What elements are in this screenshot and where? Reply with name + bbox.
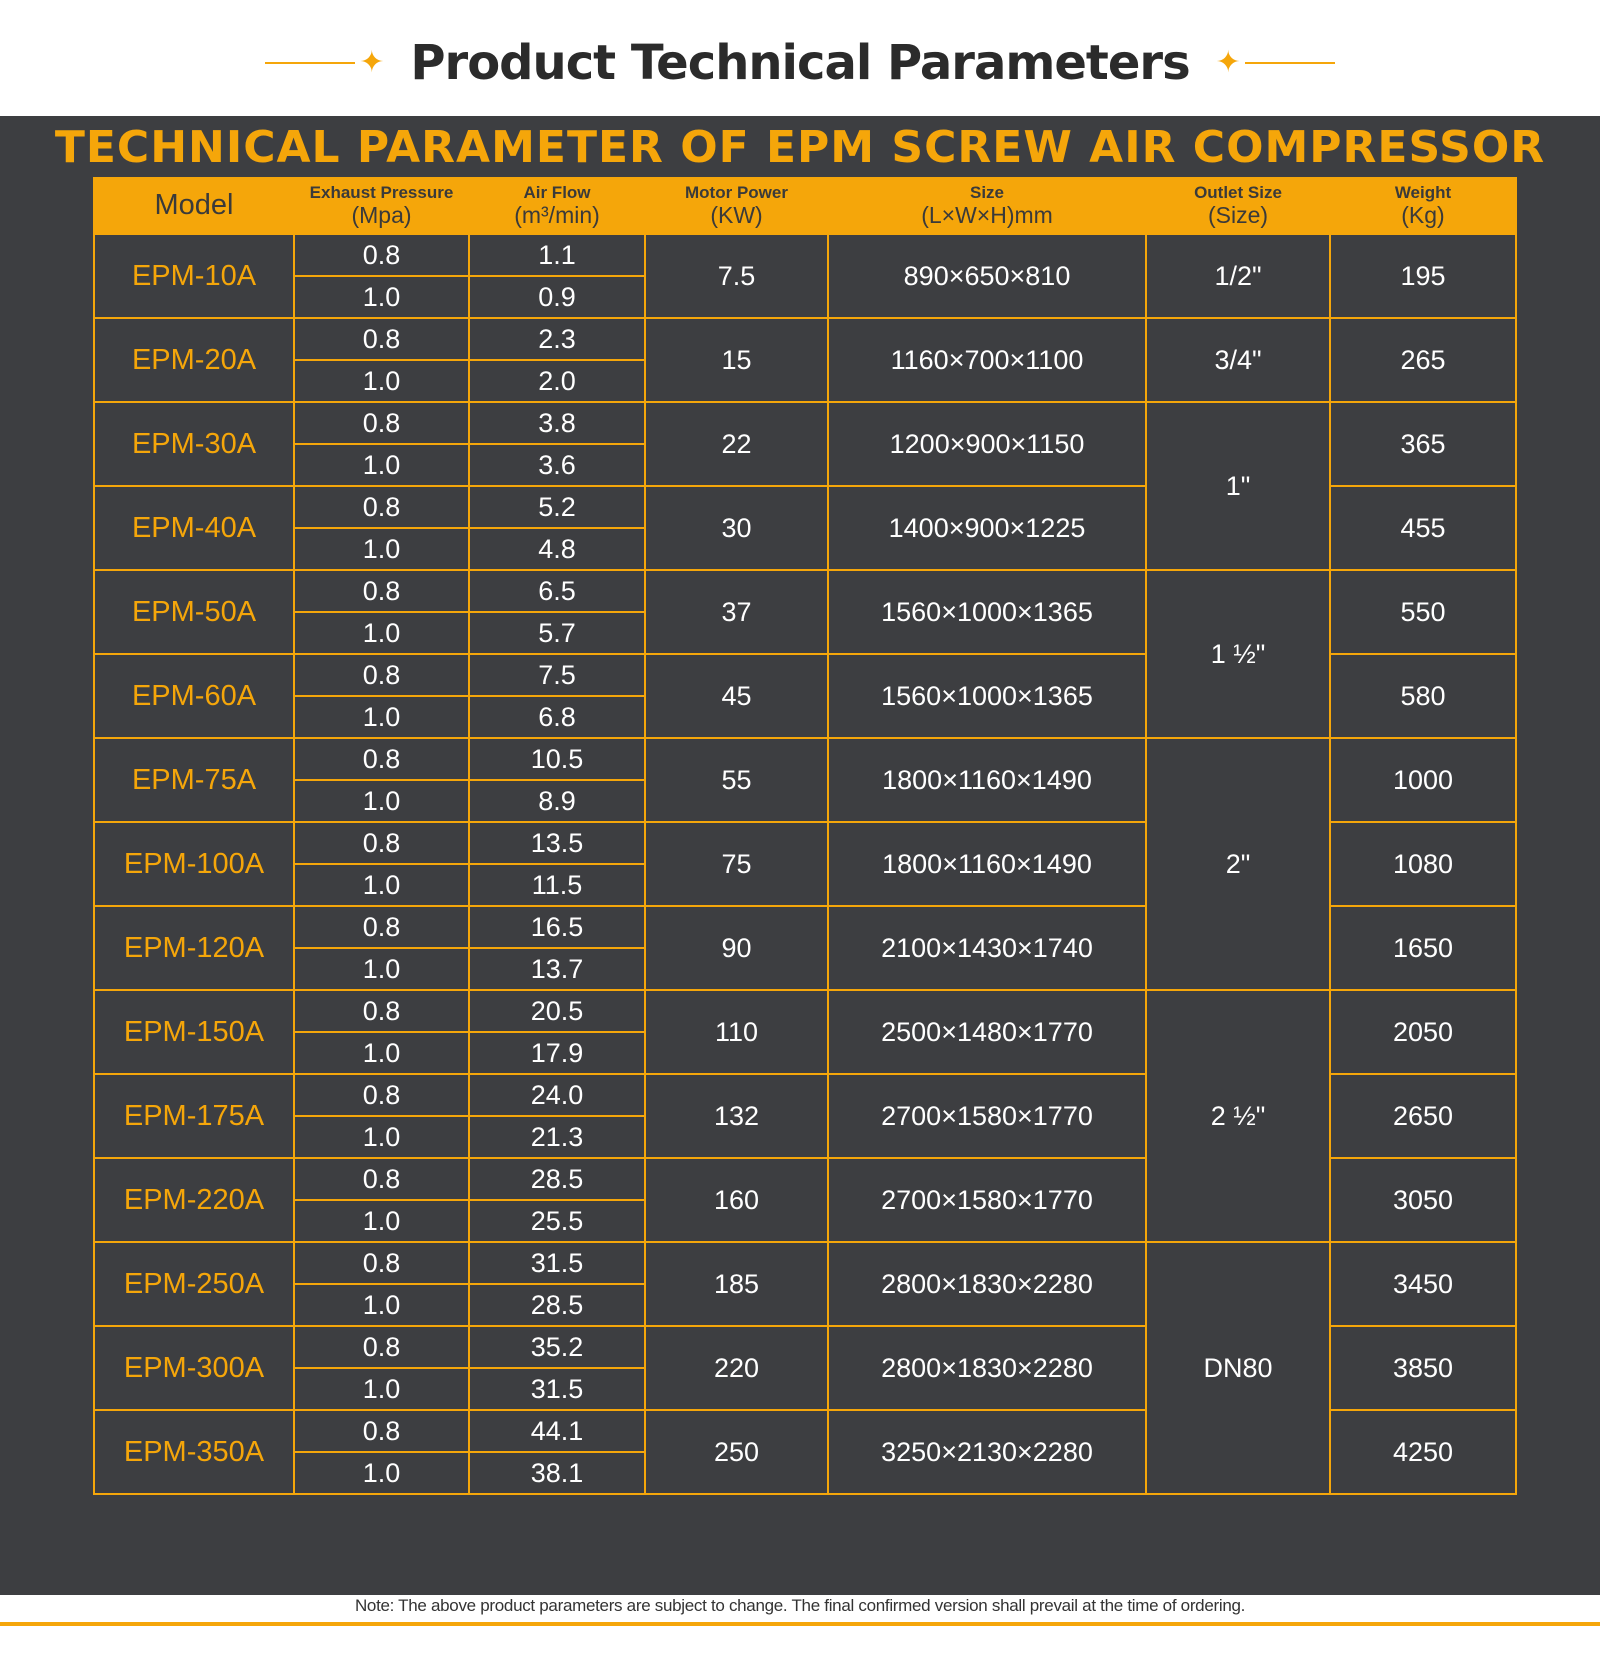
pressure-cell: 1.0: [294, 360, 469, 402]
pressure-cell: 0.8: [294, 234, 469, 276]
column-header-exhaust-pressure: [294, 178, 469, 234]
size-cell: 1160×700×1100: [828, 318, 1146, 402]
model-cell: EPM-150A: [94, 990, 294, 1074]
size-cell: 2700×1580×1770: [828, 1158, 1146, 1242]
column-header-unit: (Kg): [1401, 201, 1445, 228]
air-flow-cell: 6.8: [469, 696, 645, 738]
left-decoration: [265, 48, 388, 78]
model-cell: EPM-40A: [94, 486, 294, 570]
size-cell: 3250×2130×2280: [828, 1410, 1146, 1494]
air-flow-cell: 28.5: [469, 1158, 645, 1200]
bottom-accent-line: [0, 1622, 1600, 1626]
air-flow-cell: 21.3: [469, 1116, 645, 1158]
column-header-label: Outlet Size: [1194, 183, 1282, 202]
air-flow-cell: 2.0: [469, 360, 645, 402]
column-header-label: Air Flow: [523, 183, 591, 202]
motor-power-cell: 75: [645, 822, 828, 906]
right-decoration: [1212, 48, 1335, 78]
model-cell: EPM-250A: [94, 1242, 294, 1326]
weight-cell: 1650: [1330, 906, 1516, 990]
weight-cell: 265: [1330, 318, 1516, 402]
motor-power-cell: 7.5: [645, 234, 828, 318]
column-header-label: Size: [969, 183, 1005, 202]
pressure-cell: 0.8: [294, 570, 469, 612]
motor-power-cell: 250: [645, 1410, 828, 1494]
table-row: [94, 570, 1516, 612]
size-cell: 2800×1830×2280: [828, 1326, 1146, 1410]
size-cell: 1800×1160×1490: [828, 738, 1146, 822]
pressure-cell: 0.8: [294, 990, 469, 1032]
outlet-size-cell: 1": [1146, 402, 1330, 570]
air-flow-cell: 24.0: [469, 1074, 645, 1116]
air-flow-cell: 31.5: [469, 1368, 645, 1410]
motor-power-cell: 110: [645, 990, 828, 1074]
model-cell: EPM-120A: [94, 906, 294, 990]
pressure-cell: 0.8: [294, 402, 469, 444]
air-flow-cell: 11.5: [469, 864, 645, 906]
air-flow-cell: 1.1: [469, 234, 645, 276]
air-flow-cell: 35.2: [469, 1326, 645, 1368]
model-cell: EPM-50A: [94, 570, 294, 654]
table-row: [94, 738, 1516, 780]
motor-power-cell: 55: [645, 738, 828, 822]
motor-power-cell: 15: [645, 318, 828, 402]
page-title: Product Technical Parameters: [410, 35, 1190, 91]
sparkle-icon: ✦: [1215, 46, 1241, 79]
outlet-size-cell: DN80: [1146, 1242, 1330, 1494]
outlet-size-cell: 2 ½": [1146, 990, 1330, 1242]
model-cell: EPM-175A: [94, 1074, 294, 1158]
model-cell: EPM-220A: [94, 1158, 294, 1242]
air-flow-cell: 20.5: [469, 990, 645, 1032]
column-header-outlet-size: [1146, 178, 1330, 234]
weight-cell: 3050: [1330, 1158, 1516, 1242]
weight-cell: 3450: [1330, 1242, 1516, 1326]
pressure-cell: 1.0: [294, 1032, 469, 1074]
column-header-unit: (Mpa): [351, 201, 412, 228]
size-cell: 2100×1430×1740: [828, 906, 1146, 990]
outlet-size-cell: 2": [1146, 738, 1330, 990]
pressure-cell: 0.8: [294, 1074, 469, 1116]
weight-cell: 4250: [1330, 1410, 1516, 1494]
header-title-group: [0, 28, 1600, 98]
column-header-unit: (m³/min): [514, 201, 600, 228]
air-flow-cell: 0.9: [469, 276, 645, 318]
pressure-cell: 1.0: [294, 864, 469, 906]
model-cell: EPM-75A: [94, 738, 294, 822]
table-row: [94, 402, 1516, 444]
panel-title: TECHNICAL PARAMETER OF EPM SCREW AIR COMPRESSOR: [54, 122, 1546, 173]
pressure-cell: 0.8: [294, 654, 469, 696]
motor-power-cell: 185: [645, 1242, 828, 1326]
air-flow-cell: 13.7: [469, 948, 645, 990]
motor-power-cell: 22: [645, 402, 828, 486]
table-row: [94, 1242, 1516, 1284]
size-cell: 1200×900×1150: [828, 402, 1146, 486]
pressure-cell: 1.0: [294, 444, 469, 486]
weight-cell: 2050: [1330, 990, 1516, 1074]
pressure-cell: 0.8: [294, 906, 469, 948]
motor-power-cell: 220: [645, 1326, 828, 1410]
motor-power-cell: 37: [645, 570, 828, 654]
pressure-cell: 1.0: [294, 1200, 469, 1242]
table-row: [94, 318, 1516, 360]
air-flow-cell: 2.3: [469, 318, 645, 360]
air-flow-cell: 4.8: [469, 528, 645, 570]
pressure-cell: 0.8: [294, 318, 469, 360]
model-cell: EPM-30A: [94, 402, 294, 486]
motor-power-cell: 45: [645, 654, 828, 738]
column-header-label: Motor Power: [685, 183, 788, 202]
air-flow-cell: 17.9: [469, 1032, 645, 1074]
air-flow-cell: 3.8: [469, 402, 645, 444]
air-flow-cell: 13.5: [469, 822, 645, 864]
pressure-cell: 1.0: [294, 276, 469, 318]
column-header-size: [828, 178, 1146, 234]
header-band: [0, 0, 1600, 116]
pressure-cell: 1.0: [294, 948, 469, 990]
column-header-model: Model: [94, 178, 294, 234]
outlet-size-cell: 1 ½": [1146, 570, 1330, 738]
decorative-line: [1245, 62, 1335, 64]
model-cell: EPM-350A: [94, 1410, 294, 1494]
pressure-cell: 0.8: [294, 1410, 469, 1452]
table-row: [94, 990, 1516, 1032]
pressure-cell: 1.0: [294, 1116, 469, 1158]
air-flow-cell: 3.6: [469, 444, 645, 486]
table-body: [94, 234, 1516, 1494]
parameters-panel: [0, 116, 1600, 1595]
size-cell: 2700×1580×1770: [828, 1074, 1146, 1158]
column-header-label: Weight: [1394, 183, 1452, 202]
pressure-cell: 1.0: [294, 612, 469, 654]
air-flow-cell: 25.5: [469, 1200, 645, 1242]
weight-cell: 2650: [1330, 1074, 1516, 1158]
air-flow-cell: 5.7: [469, 612, 645, 654]
pressure-cell: 0.8: [294, 1326, 469, 1368]
column-header-unit: (KW): [710, 201, 763, 228]
air-flow-cell: 8.9: [469, 780, 645, 822]
size-cell: 890×650×810: [828, 234, 1146, 318]
pressure-cell: 1.0: [294, 696, 469, 738]
column-header-air-flow: [469, 178, 645, 234]
air-flow-cell: 7.5: [469, 654, 645, 696]
air-flow-cell: 38.1: [469, 1452, 645, 1494]
air-flow-cell: 6.5: [469, 570, 645, 612]
pressure-cell: 0.8: [294, 738, 469, 780]
pressure-cell: 0.8: [294, 1158, 469, 1200]
column-header-unit: (L×W×H)mm: [921, 201, 1053, 228]
weight-cell: 195: [1330, 234, 1516, 318]
pressure-cell: 1.0: [294, 780, 469, 822]
pressure-cell: 0.8: [294, 1242, 469, 1284]
column-header-motor-power: [645, 178, 828, 234]
table-header-row: [94, 178, 1516, 234]
size-cell: 1560×1000×1365: [828, 570, 1146, 654]
motor-power-cell: 132: [645, 1074, 828, 1158]
pressure-cell: 0.8: [294, 822, 469, 864]
pressure-cell: 0.8: [294, 486, 469, 528]
weight-cell: 580: [1330, 654, 1516, 738]
pressure-cell: 1.0: [294, 1284, 469, 1326]
outlet-size-cell: 1/2": [1146, 234, 1330, 318]
size-cell: 1560×1000×1365: [828, 654, 1146, 738]
column-header-unit: (Size): [1207, 201, 1269, 228]
model-cell: EPM-60A: [94, 654, 294, 738]
air-flow-cell: 10.5: [469, 738, 645, 780]
pressure-cell: 1.0: [294, 528, 469, 570]
air-flow-cell: 5.2: [469, 486, 645, 528]
motor-power-cell: 90: [645, 906, 828, 990]
motor-power-cell: 30: [645, 486, 828, 570]
size-cell: 2500×1480×1770: [828, 990, 1146, 1074]
table-row: [94, 234, 1516, 276]
size-cell: 1400×900×1225: [828, 486, 1146, 570]
decorative-line: [265, 62, 355, 64]
weight-cell: 455: [1330, 486, 1516, 570]
weight-cell: 1000: [1330, 738, 1516, 822]
column-header-label: Exhaust Pressure: [309, 183, 454, 202]
parameters-table: [93, 177, 1517, 1495]
air-flow-cell: 44.1: [469, 1410, 645, 1452]
sparkle-icon: ✦: [359, 46, 385, 79]
model-cell: EPM-10A: [94, 234, 294, 318]
outlet-size-cell: 3/4": [1146, 318, 1330, 402]
weight-cell: 365: [1330, 402, 1516, 486]
air-flow-cell: 28.5: [469, 1284, 645, 1326]
size-cell: 1800×1160×1490: [828, 822, 1146, 906]
weight-cell: 3850: [1330, 1326, 1516, 1410]
pressure-cell: 1.0: [294, 1452, 469, 1494]
weight-cell: 1080: [1330, 822, 1516, 906]
model-cell: EPM-300A: [94, 1326, 294, 1410]
model-cell: EPM-20A: [94, 318, 294, 402]
model-cell: EPM-100A: [94, 822, 294, 906]
air-flow-cell: 31.5: [469, 1242, 645, 1284]
pressure-cell: 1.0: [294, 1368, 469, 1410]
motor-power-cell: 160: [645, 1158, 828, 1242]
air-flow-cell: 16.5: [469, 906, 645, 948]
column-header-weight: [1330, 178, 1516, 234]
footer-note: Note: The above product parameters are subject to change. The final confirmed version shall prevail at the time of ordering.: [354, 1596, 1246, 1615]
size-cell: 2800×1830×2280: [828, 1242, 1146, 1326]
weight-cell: 550: [1330, 570, 1516, 654]
